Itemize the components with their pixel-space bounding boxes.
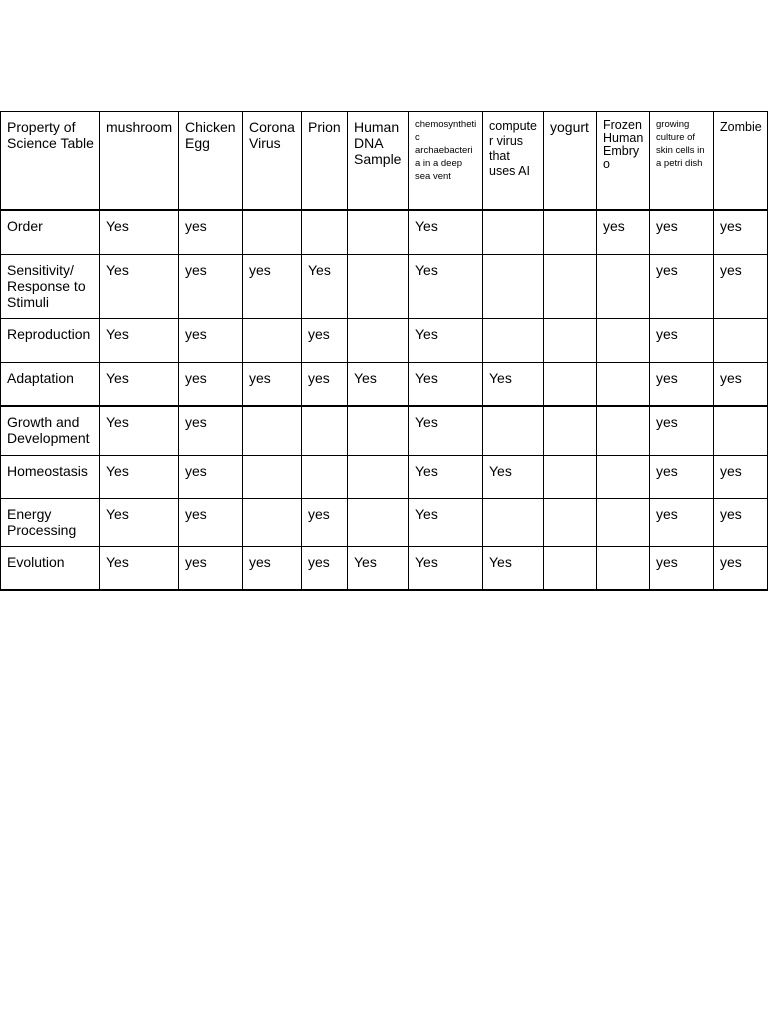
row-property-label: Homeostasis	[1, 456, 100, 499]
row-property-label: Reproduction	[1, 319, 100, 363]
table-cell: Yes	[409, 456, 483, 499]
table-cell: Yes	[409, 319, 483, 363]
table-cell	[714, 319, 768, 363]
table-cell: yes	[179, 210, 243, 255]
table-row	[1, 363, 768, 407]
table-row	[1, 456, 768, 499]
table-cell: yes	[650, 255, 714, 319]
table-cell: yes	[714, 456, 768, 499]
table-cell: Yes	[100, 456, 179, 499]
column-header-corona-virus: Corona Virus	[243, 112, 302, 211]
table-cell: yes	[179, 406, 243, 456]
table-cell: Yes	[409, 499, 483, 547]
table-cell	[348, 406, 409, 456]
table-cell: Yes	[302, 255, 348, 319]
column-header-chicken-egg: Chicken Egg	[179, 112, 243, 211]
table-cell: yes	[650, 319, 714, 363]
column-header-mushroom: mushroom	[100, 112, 179, 211]
table-cell	[597, 363, 650, 407]
table-cell: Yes	[409, 547, 483, 591]
row-property-label: Growth and Development	[1, 406, 100, 456]
table-cell	[243, 319, 302, 363]
table-cell: yes	[714, 499, 768, 547]
table-cell	[544, 499, 597, 547]
table-cell	[348, 499, 409, 547]
table-cell	[243, 406, 302, 456]
table-cell	[483, 255, 544, 319]
table-cell	[597, 547, 650, 591]
table-cell: Yes	[100, 319, 179, 363]
row-property-label: Sensitivity/ Response to Stimuli	[1, 255, 100, 319]
column-header-computer-virus: computer virus that uses AI	[483, 112, 544, 211]
table-cell: Yes	[409, 255, 483, 319]
table-cell	[597, 499, 650, 547]
table-cell	[597, 406, 650, 456]
table-cell	[544, 319, 597, 363]
table-cell	[243, 456, 302, 499]
table-cell	[302, 210, 348, 255]
table-cell: yes	[179, 255, 243, 319]
table-cell	[348, 456, 409, 499]
column-header-property: Property of Science Table	[1, 112, 100, 211]
column-header-archaebacteria: chemosynthetic archaebacteria in a deep sea vent	[409, 112, 483, 211]
table-cell: yes	[650, 456, 714, 499]
table-cell: Yes	[100, 363, 179, 407]
table-cell: yes	[597, 210, 650, 255]
column-header-frozen-human-embryo: Frozen Human Embryo	[597, 112, 650, 211]
table-row	[1, 319, 768, 363]
table-cell: yes	[714, 210, 768, 255]
table-cell: yes	[714, 255, 768, 319]
table-cell	[243, 210, 302, 255]
table-cell: yes	[179, 456, 243, 499]
document-page	[0, 111, 767, 591]
row-property-label: Energy Processing	[1, 499, 100, 547]
row-property-label: Evolution	[1, 547, 100, 591]
table-row	[1, 499, 768, 547]
table-cell	[544, 210, 597, 255]
table-cell: yes	[302, 499, 348, 547]
table-cell	[544, 456, 597, 499]
table-cell: Yes	[100, 255, 179, 319]
table-header-row	[1, 112, 768, 211]
column-header-zombie: Zombie	[714, 112, 768, 211]
table-body	[1, 210, 768, 590]
table-cell	[597, 319, 650, 363]
table-cell: yes	[243, 255, 302, 319]
property-of-science-table	[0, 111, 768, 591]
table-row	[1, 406, 768, 456]
table-cell: Yes	[483, 456, 544, 499]
column-header-human-dna-sample: Human DNA Sample	[348, 112, 409, 211]
table-cell: yes	[179, 363, 243, 407]
table-cell: yes	[650, 210, 714, 255]
table-cell	[348, 319, 409, 363]
table-cell	[544, 363, 597, 407]
table-cell: yes	[714, 363, 768, 407]
table-cell	[483, 499, 544, 547]
table-cell	[483, 319, 544, 363]
table-cell: yes	[302, 319, 348, 363]
table-cell: Yes	[100, 547, 179, 591]
table-row	[1, 210, 768, 255]
table-cell: yes	[179, 319, 243, 363]
column-header-prion: Prion	[302, 112, 348, 211]
table-row	[1, 255, 768, 319]
table-cell	[348, 255, 409, 319]
table-cell: yes	[302, 363, 348, 407]
table-cell: yes	[179, 499, 243, 547]
table-cell	[483, 210, 544, 255]
table-cell	[243, 499, 302, 547]
table-row	[1, 547, 768, 591]
table-cell: Yes	[348, 363, 409, 407]
table-cell: yes	[243, 547, 302, 591]
column-header-skin-cell-culture: growing culture of skin cells in a petri dish	[650, 112, 714, 211]
table-cell: Yes	[409, 363, 483, 407]
table-cell: Yes	[483, 547, 544, 591]
table-cell: Yes	[100, 406, 179, 456]
table-cell: yes	[650, 547, 714, 591]
table-cell	[597, 456, 650, 499]
row-property-label: Adaptation	[1, 363, 100, 407]
table-cell: yes	[179, 547, 243, 591]
table-cell: Yes	[100, 499, 179, 547]
table-cell	[544, 547, 597, 591]
table-cell: yes	[650, 499, 714, 547]
table-cell: Yes	[483, 363, 544, 407]
table-cell	[544, 255, 597, 319]
table-cell	[302, 456, 348, 499]
table-cell	[348, 210, 409, 255]
table-cell: Yes	[100, 210, 179, 255]
table-cell: Yes	[409, 406, 483, 456]
table-cell: yes	[650, 406, 714, 456]
table-cell	[302, 406, 348, 456]
table-cell: yes	[302, 547, 348, 591]
row-property-label: Order	[1, 210, 100, 255]
table-cell: yes	[650, 363, 714, 407]
table-cell	[483, 406, 544, 456]
table-cell: yes	[243, 363, 302, 407]
column-header-yogurt: yogurt	[544, 112, 597, 211]
table-cell	[714, 406, 768, 456]
table-cell: Yes	[348, 547, 409, 591]
table-cell	[544, 406, 597, 456]
table-cell	[597, 255, 650, 319]
table-cell: yes	[714, 547, 768, 591]
table-cell: Yes	[409, 210, 483, 255]
